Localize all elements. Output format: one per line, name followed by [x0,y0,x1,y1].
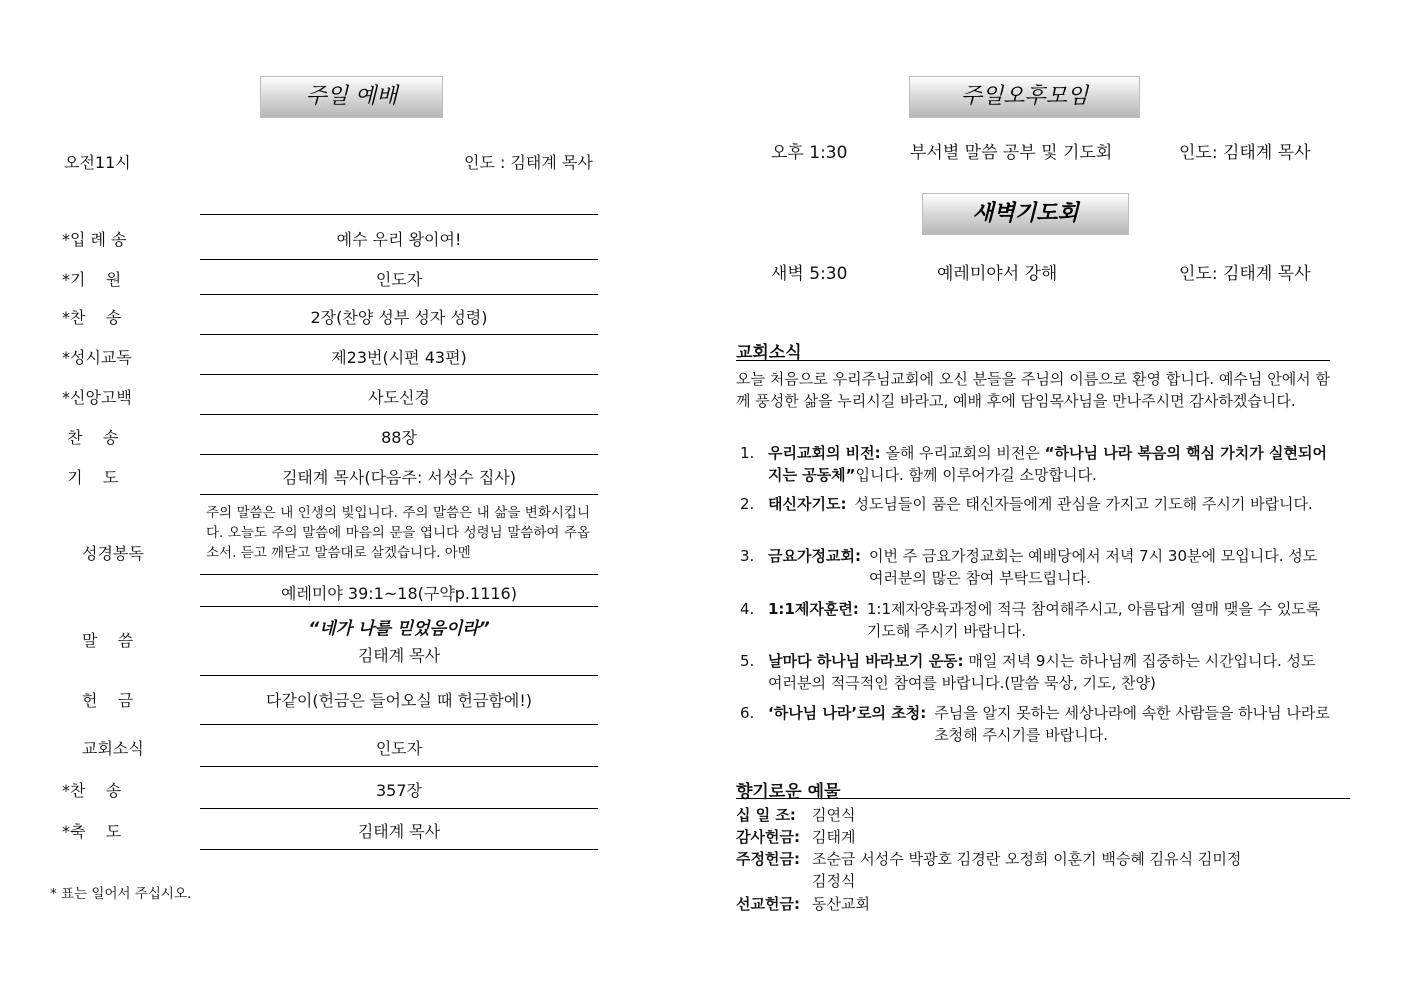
order-label-responsive-reading: *성시교독 [62,348,132,367]
news-rule [736,360,1330,361]
order-label-hymn1: *찬 송 [62,308,122,327]
order-label-scripture: 성경봉독 [82,544,144,563]
news-number: 2. [740,495,755,513]
news-item-head: 1:1제자훈련: [768,600,859,618]
table-rule [200,259,598,260]
gift-label: 감사헌금: [736,828,800,846]
gift-row-tithe [736,804,855,825]
order-value-announcements: 인도자 [375,739,423,758]
gift-names: 김정식 [812,872,856,890]
worship-title: 주일 예배 [260,76,443,118]
order-value-invocation: 인도자 [375,270,423,289]
table-rule [200,808,598,809]
news-item-tail: 입니다. 함께 이루어가길 소망합니다. [855,466,1097,484]
news-number: 6. [740,704,755,722]
sermon-preacher: 김태계 목사 [357,646,441,665]
table-rule [200,214,598,215]
order-value-hymn2: 88장 [381,428,417,447]
news-number: 3. [740,547,755,565]
news-item-3 [740,545,1330,589]
news-item-body: 이번 주 금요가정교회는 예배당에서 저녁 7시 30분에 모입니다. 성도 여러분의 많은 참여 부탁드립니다. [868,547,1318,587]
gift-label: 선교헌금: [736,895,800,913]
news-item-4 [740,598,1330,642]
news-intro: 오늘 처음으로 우리주님교회에 오신 분들을 주님의 이름으로 환영 합니다. 예수님 안에서 함께 풍성한 삶을 누리시길 바라고, 예배 후에 담임목사님을 만나주시면 감사하겠습니다. [736,370,1330,410]
gift-row-mission [736,893,870,914]
news-item-body: 올해 우리교회의 비전은 [885,444,1040,462]
news-item-body: 주님을 알지 못하는 세상나라에 속한 사람들을 하나님 나라로 초청해 주시기를 바랍니다. [934,704,1330,744]
gift-label: 주정헌금: [736,850,800,868]
afternoon-time: 오후 1:30 [771,143,848,163]
table-rule [200,494,598,495]
news-item-head: 태신자기도: [768,495,847,513]
gift-row-weekly-cont [812,870,855,891]
order-label-hymn3: *찬 송 [62,781,122,800]
news-item-5 [740,650,1330,694]
dawn-leader: 인도: 김태계 목사 [1179,264,1311,284]
order-label-hymn2: 찬 송 [62,428,119,447]
order-label-invocation: *기 원 [62,270,122,289]
afternoon-desc: 부서별 말씀 공부 및 기도회 [910,143,1113,163]
news-item-2 [740,493,1330,515]
news-number: 5. [740,652,755,670]
gift-names: 김연식 [812,806,856,824]
order-value-hymn3: 357장 [376,781,422,800]
gift-label: 십 일 조: [736,806,796,824]
order-value-responsive-reading: 제23번(시편 43편) [331,348,467,367]
order-label-announcements: 교회소식 [82,739,144,758]
table-rule [200,334,598,335]
order-label-entrance: *입 례 송 [62,230,127,249]
news-number: 4. [740,600,755,618]
order-label-sermon: 말 씀 [82,631,134,650]
news-item-head: 금요가정교회: [768,547,861,565]
table-rule [200,724,598,725]
news-item-head: ‘하나님 나라’로의 초청: [768,704,927,722]
dawn-desc: 예레미야서 강해 [937,264,1058,284]
order-value-entrance: 예수 우리 왕이여! [336,230,462,249]
order-value-creed: 사도신경 [368,388,430,407]
order-value-prayer: 김태계 목사(다음주: 서성수 집사) [281,468,517,487]
table-rule [200,574,598,575]
table-rule [200,414,598,415]
table-rule [200,849,598,850]
table-rule [200,675,598,676]
sermon-title: “네가 나를 믿었음이라” [308,619,490,639]
news-item-body: 성도님들이 품은 태신자들에게 관심을 가지고 기도해 주시기 바랍니다. [854,495,1313,513]
scripture-prayer-text: 주의 말씀은 내 인생의 빛입니다. 주의 말씀은 내 삶을 변화시킵니다. 오늘도 주의 말씀에 마음의 문을 엽니다 성령님 말씀하여 주옵소서. 듣고 깨닫고 말씀대로 살겠습니다. 아멘 [206,505,590,561]
order-label-prayer: 기 도 [62,468,119,487]
gift-row-thanks [736,826,855,847]
order-label-benediction: *축 도 [62,822,122,841]
gift-names: 조순금 서성수 박광호 김경란 오정희 이훈기 백승혜 김유식 김미정 [812,850,1242,868]
gift-names: 김태계 [812,828,856,846]
gifts-heading: 향기로운 예물 [736,782,841,802]
order-label-offering: 헌 금 [82,691,134,710]
gift-row-weekly [736,848,1241,869]
news-number: 1. [740,444,755,462]
scripture-reference: 예레미야 39:1~18(구약p.1116) [281,584,517,603]
order-value-offering: 다같이(헌금은 들어오실 때 헌금함에!) [266,691,532,710]
news-item-1 [740,442,1330,486]
dawn-title: 새벽기도회 [922,193,1129,235]
order-value-hymn1: 2장(찬양 성부 성자 성령) [310,308,488,327]
table-rule [200,606,598,607]
gifts-rule [736,798,1350,799]
news-heading: 교회소식 [736,343,802,363]
dawn-time: 새벽 5:30 [771,264,848,284]
table-rule [200,766,598,767]
stand-footnote: * 표는 일어서 주십시오. [50,886,192,902]
order-label-creed: *신앙고백 [62,388,132,407]
news-item-body: 매일 저녁 9시는 하나님께 집중하는 시간입니다. 성도 여러분의 적극적인 참여를 바랍니다.(말씀 묵상, 기도, 찬양) [768,652,1316,692]
worship-leader: 인도 : 김태계 목사 [464,153,593,172]
news-item-vision: “하나님 나라 복음의 핵심 가치가 실현되어지는 공동체” [768,444,1327,484]
table-rule [200,454,598,455]
afternoon-leader: 인도: 김태계 목사 [1179,143,1311,163]
gift-names: 동산교회 [812,895,870,913]
news-item-head: 날마다 하나님 바라보기 운동: [768,652,964,670]
news-item-6 [740,702,1330,746]
worship-time: 오전11시 [64,153,131,172]
order-value-benediction: 김태계 목사 [357,822,441,841]
table-rule [200,374,598,375]
news-item-head: 우리교회의 비전: [768,444,881,462]
table-rule [200,294,598,295]
afternoon-title: 주일오후모임 [909,76,1140,118]
news-item-body: 1:1제자양육과정에 적극 참여해주시고, 아름답게 열매 맺을 수 있도록 기도해 주시기 바랍니다. [866,600,1321,640]
